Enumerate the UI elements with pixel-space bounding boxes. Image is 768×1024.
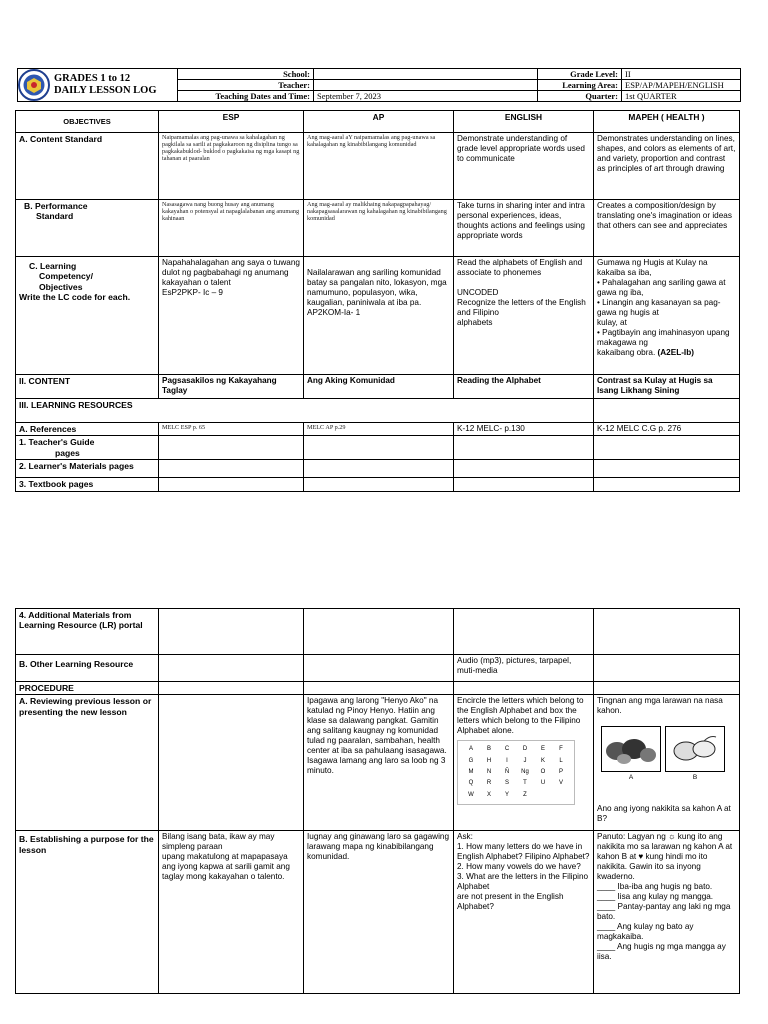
references-english: K-12 MELC- p.130 xyxy=(454,423,594,436)
alphabet-letter: I xyxy=(506,757,508,764)
teacher-field[interactable] xyxy=(314,80,538,91)
quarter-label: Quarter: xyxy=(538,91,622,102)
teacher-label: Teacher: xyxy=(178,80,314,91)
content-ap: Ang Aking Komunidad xyxy=(304,375,454,399)
performance-standard-esp: Nasasagawa nang buong husay ang anumang kakayahan o potensyal at napaglalabanan ang anumang kahinaan xyxy=(159,200,304,257)
alphabet-letter: M xyxy=(468,769,474,776)
establishing-mapeh: Panuto: Lagyan ng ☼ kung ito ang nakikita mo sa larawan ng kahon A at kahon B at ♥ kung hindi mo ito nakikita. Gawin ito sa inyong kwaderno. ____ Iba-iba ang hugis ng bato. ____ Iisa ang kulay ng mangga. ____ Pantay-pantay ang laki ng mga bato. ____ Ang kulay ng bato ay magkakaiba. ____ Ang hugis ng mga mangga ay iisa. xyxy=(594,831,740,994)
learning-resources-label: III. LEARNING RESOURCES xyxy=(16,399,594,423)
content-standard-label: A. Content Standard xyxy=(16,133,159,200)
reviewing-mapeh: Tingnan ang mga larawan na nasa kahon. A B Ano ang iyong nakikita sa kahon A at B? xyxy=(594,695,740,831)
alphabet-letter: F xyxy=(559,746,563,753)
performance-standard-mapeh: Creates a composition/design by translating one's imagination or ideas that others can see and appreciates xyxy=(594,200,740,257)
performance-standard-label: B. Performance Standard xyxy=(16,200,159,257)
alphabet-letter: C xyxy=(504,746,510,753)
reviewing-ap: Ipagawa ang larong "Henyo Ako" na katulad ng Pinoy Henyo. Hatiin ang klase sa dalawang pangkat. Gamitin ang salitang kaugnay ng komunidad tulad ng paaralan, sambahan, health center at iba sa pahulaang isasagawa. Isagawa lamang ang laro sa loob ng 3 minuto. xyxy=(304,695,454,831)
school-field[interactable] xyxy=(314,69,538,80)
stones-image xyxy=(601,726,661,772)
alphabet-letter: Ng xyxy=(521,769,529,776)
content-english: Reading the Alphabet xyxy=(454,375,594,399)
col-objectives: OBJECTIVES xyxy=(16,111,159,133)
textbook-label: 3. Textbook pages xyxy=(16,478,159,492)
content-standard-ap: Ang mag-aaral aY naipamamalas ang pag-unawa sa kahalagahan ng kinabibilangang komunidad xyxy=(304,133,454,200)
other-resources-label: B. Other Learning Resource xyxy=(16,655,159,682)
quarter-field[interactable]: 1st QUARTER xyxy=(622,91,741,102)
alphabet-letter: G xyxy=(468,757,474,764)
alphabet-letter: O xyxy=(540,769,546,776)
alphabet-letter xyxy=(552,790,570,801)
establishing-esp: Bilang isang bata, ikaw ay may simpleng paraan upang makatulong at mapapasaya ang iyong kapwa at sarili gamit ang taglay mong kakayahan o talento. xyxy=(159,831,304,994)
alphabet-letter: W xyxy=(468,791,474,798)
additional-materials-label: 4. Additional Materials from Learning Resource (LR) portal xyxy=(16,609,159,655)
establishing-ap: Iugnay ang ginawang laro sa gagawing larawang mapa ng kinabibilangang komunidad. xyxy=(304,831,454,994)
references-esp: MELC ESP p. 65 xyxy=(159,423,304,436)
alphabet-letter: R xyxy=(486,780,492,787)
lesson-table-1 xyxy=(15,110,740,492)
content-esp: Pagsasakilos ng Kakayahang Taglay xyxy=(159,375,304,399)
alphabet-letter: Y xyxy=(504,791,509,798)
procedure-label: PROCEDURE xyxy=(16,682,159,695)
content-label: II. CONTENT xyxy=(16,375,159,399)
log-title: GRADES 1 to 12 DAILY LESSON LOG xyxy=(18,69,178,102)
image-box-a: A xyxy=(601,726,661,782)
alphabet-letter: U xyxy=(540,780,546,787)
establishing-label: B. Establishing a purpose for the lesson xyxy=(16,831,159,994)
learning-competency-ap: Nailalarawan ang sariling komunidad batay sa pangalan nito, lokasyon, mga namumuno, populasyon, wika, kaugalian, paniniwala at iba pa. AP2KOM-Ia- 1 xyxy=(304,257,454,375)
col-ap: AP xyxy=(304,111,454,133)
mango-image xyxy=(665,726,725,772)
alphabet-letter: H xyxy=(486,757,492,764)
teaching-dates-field[interactable]: September 7, 2023 xyxy=(314,91,538,102)
reviewing-label: A. Reviewing previous lesson or presenting the new lesson xyxy=(16,695,159,831)
col-mapeh: MAPEH ( HEALTH ) xyxy=(594,111,740,133)
references-mapeh: K-12 MELC C.G p. 276 xyxy=(594,423,740,436)
learners-materials-label: 2. Learner's Materials pages xyxy=(16,460,159,478)
school-label: School: xyxy=(178,69,314,80)
alphabet-letter: B xyxy=(486,746,491,753)
alphabet-letter: D xyxy=(522,746,528,753)
learning-competency-mapeh: Gumawa ng Hugis at Kulay na kakaiba sa iba, • Pahalagahan ang sariling gawa at gawa ng iba, • Linangin ang kasanayan sa pag-gawa ng hugis at kulay, at • Pagtibayin ang imahinasyon upang makagawa ng kakaibang obra. (A2EL-Ib) xyxy=(594,257,740,375)
alphabet-letter: Ñ xyxy=(504,769,510,776)
col-english: ENGLISH xyxy=(454,111,594,133)
references-label: A. References xyxy=(16,423,159,436)
alphabet-letter: E xyxy=(540,746,545,753)
alphabet-letter: A xyxy=(468,746,473,753)
teachers-guide-label: 1. Teacher's Guide pages xyxy=(16,436,159,460)
alphabet-letter: Z xyxy=(523,791,527,798)
other-resources-english: Audio (mp3), pictures, tarpapel, muti-media xyxy=(454,655,594,682)
references-ap: MELC AP p.29 xyxy=(304,423,454,436)
performance-standard-ap: Ang mag-aaral ay malikhaing nakapagpapahayag/ nakapagsasalarawan ng kahalagahan ng kinabibilangang komunidad xyxy=(304,200,454,257)
lesson-table-2 xyxy=(15,608,740,994)
learning-area-field[interactable]: ESP/AP/MAPEH/ENGLISH xyxy=(622,80,741,91)
alphabet-letter: K xyxy=(540,757,545,764)
content-standard-english: Demonstrate understanding of grade level appropriate words used to communicate xyxy=(454,133,594,200)
establishing-english: Ask: 1. How many letters do we have in English Alphabet? Filipino Alphabet? 2. How many vowels do we have? 3. What are the letters in the Filipino Alphabet are not present in the English Alphabet? xyxy=(454,831,594,994)
alphabet-letter: J xyxy=(523,757,527,764)
teaching-dates-label: Teaching Dates and Time: xyxy=(178,91,314,102)
alphabet-letter: T xyxy=(523,780,527,787)
learning-competency-label: C. Learning Competency/ Objectives Write the LC code for each. xyxy=(16,257,159,375)
header-table xyxy=(17,68,741,102)
alphabet-letter: S xyxy=(504,780,509,787)
grade-level-field[interactable]: II xyxy=(622,69,741,80)
reviewing-english: Encircle the letters which belong to the English Alphabet and box the letters which belong to the Filipino Alphabet alone. A B C D E F G H I J K L M N Ñ Ng O P Q R S T U V W X Y Z xyxy=(454,695,594,831)
alphabet-letter: V xyxy=(558,780,563,787)
alphabet-letter: L xyxy=(559,757,563,764)
learning-competency-esp: Napahahalagahan ang saya o tuwang dulot ng pagbabahagi ng anumang kakayahan o talent EsP2PKP- Ic – 9 xyxy=(159,257,304,375)
col-esp: ESP xyxy=(159,111,304,133)
alphabet-letter xyxy=(534,790,552,801)
learning-area-label: Learning Area: xyxy=(538,80,622,91)
alphabet-letter: X xyxy=(486,791,491,798)
content-standard-mapeh: Demonstrates understanding on lines, shapes, and colors as elements of art, and variety, proportion and contrast as principles of art through drawing xyxy=(594,133,740,200)
content-standard-esp: Naipamamalas ang pag-unawa sa kahalagahan ng pagkilala sa sarili at pagkakaroon ng disiplina tungo sa pagkakabuklod- buklod o pagkakaisa ng mga kasapi ng tahanan at paaralan xyxy=(159,133,304,200)
alphabet-letter: N xyxy=(486,769,492,776)
image-box-b: B xyxy=(665,726,725,782)
performance-standard-english: Take turns in sharing inter and intra personal experiences, ideas, thoughts actions and feelings using appropriate words xyxy=(454,200,594,257)
learning-resources-mapeh xyxy=(594,399,740,423)
content-mapeh: Contrast sa Kulay at Hugis sa Isang Likhang Sining xyxy=(594,375,740,399)
learning-competency-english: Read the alphabets of English and associate to phonemes UNCODED Recognize the letters of the English and Filipino alphabets xyxy=(454,257,594,375)
alphabet-letter: P xyxy=(558,769,563,776)
alphabet-letter: Q xyxy=(468,780,474,787)
grade-level-label: Grade Level: xyxy=(538,69,622,80)
alphabet-grid xyxy=(457,740,575,805)
